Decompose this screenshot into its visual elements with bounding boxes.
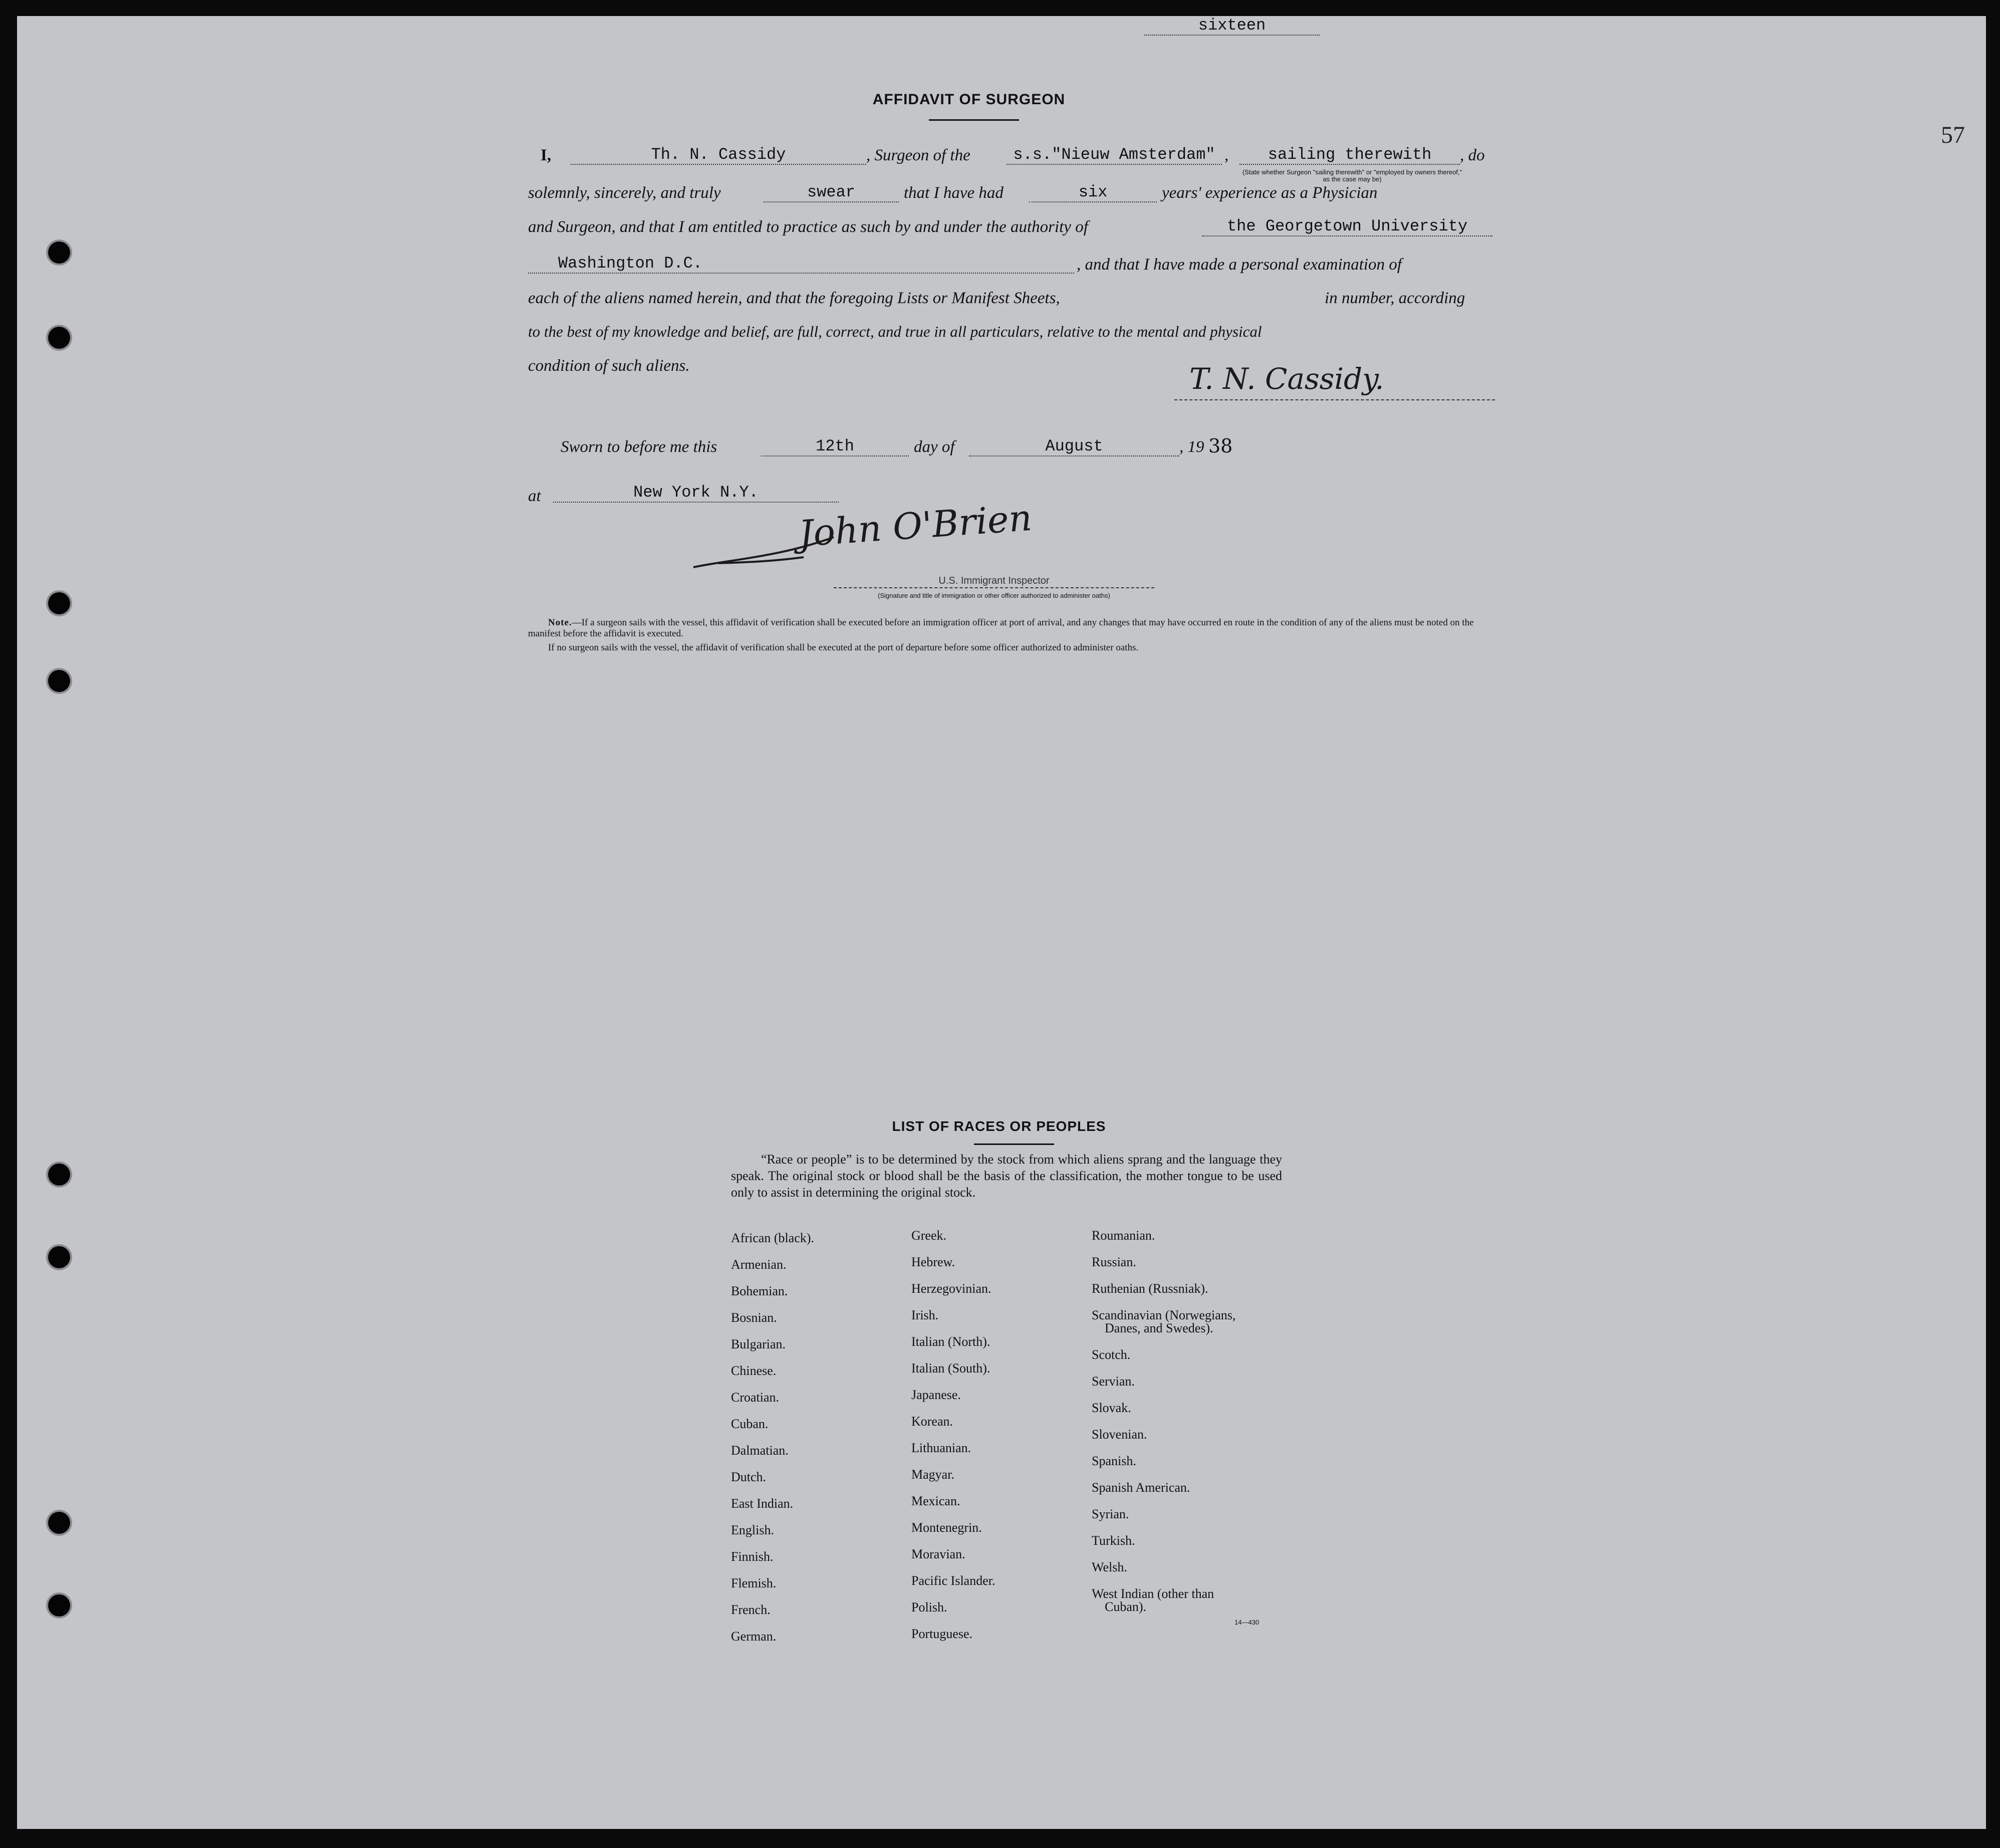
race-item: Magyar. — [911, 1467, 954, 1482]
surgeon-status-field: sailing therewith — [1239, 145, 1460, 165]
race-item: Cuban). — [1105, 1599, 1147, 1614]
race-item: Greek. — [911, 1228, 947, 1243]
race-item: Slovak. — [1092, 1401, 1131, 1415]
race-item: Russian. — [1092, 1255, 1136, 1269]
race-item: Pacific Islander. — [911, 1573, 995, 1588]
note-paragraph-2: If no surgeon sails with the vessel, the affidavit of verification shall be executed at the port of departure before some officer authorized to administer oaths. — [548, 642, 1139, 653]
text-years: years' experience as a Physician — [1162, 184, 1378, 202]
note-text-1: —If a surgeon sails with the vessel, this affidavit of verification shall be executed before an immigration officer at port of arrival, and any changes that may have occurred en route in the condition of any of the aliens must be noted on the manifest before the affidavit is executed. — [528, 617, 1474, 639]
ship-name-field: s.s."Nieuw Amsterdam" — [1007, 145, 1222, 165]
affidavit-title: AFFIDAVIT OF SURGEON — [872, 91, 1066, 108]
race-item: Mexican. — [911, 1494, 960, 1508]
race-item: East Indian. — [731, 1496, 794, 1511]
race-item: Slovenian. — [1092, 1427, 1147, 1442]
race-item: Chinese. — [731, 1363, 777, 1378]
binder-hole — [48, 1246, 70, 1268]
race-item: Croatian. — [731, 1390, 780, 1405]
race-item: French. — [731, 1602, 771, 1617]
race-item: Ruthenian (Russniak). — [1092, 1281, 1208, 1296]
oath-field: swear — [764, 183, 899, 202]
month-field: August — [969, 437, 1179, 456]
binder-hole — [48, 592, 70, 614]
manifest-sheet — [17, 16, 1986, 1829]
race-item: Bulgarian. — [731, 1337, 786, 1351]
race-item: Dalmatian. — [731, 1443, 789, 1458]
place-field: New York N.Y. — [553, 483, 839, 503]
race-item: Portuguese. — [911, 1627, 973, 1641]
race-item: Montenegrin. — [911, 1520, 982, 1535]
race-item: Armenian. — [731, 1257, 787, 1272]
note-paragraph — [528, 617, 1495, 639]
text-in-number: in number, according — [1325, 289, 1465, 307]
officer-signature: John O'Brien — [797, 496, 1034, 555]
text-year-prefix: , 19 — [1179, 438, 1204, 456]
race-item: Danes, and Swedes). — [1105, 1321, 1213, 1335]
officer-signature-line — [834, 587, 1154, 588]
surgeon-signature: T. N. Cassidy. — [1189, 362, 1384, 396]
race-item: Korean. — [911, 1414, 953, 1429]
text-personal-exam: , and that I have made a personal examination of — [1077, 256, 1402, 274]
officer-hint: (Signature and title of immigration or other officer authorized to administer oaths) — [878, 592, 1110, 599]
year-suffix: 38 — [1208, 435, 1233, 457]
authority-field-2: Washington D.C. — [528, 254, 1074, 274]
race-item: Welsh. — [1092, 1560, 1127, 1574]
race-item: Turkish. — [1092, 1533, 1135, 1548]
text-best-of: to the best of my knowledge and belief, are full, correct, and true in all particulars, relative to the mental and physical — [528, 323, 1262, 340]
status-hint: (State whether Surgeon "sailing therewith" or "employed by owners thereof," as the case may be) — [1242, 168, 1462, 183]
races-title: LIST OF RACES OR PEOPLES — [892, 1118, 1106, 1134]
race-item: Lithuanian. — [911, 1441, 971, 1455]
race-item: Bohemian. — [731, 1284, 788, 1298]
race-item: Dutch. — [731, 1470, 767, 1484]
race-item: Flemish. — [731, 1576, 777, 1590]
note-label: Note. — [548, 617, 572, 628]
text-each-alien: each of the aliens named herein, and that the foregoing Lists or Manifest Sheets, — [528, 289, 1060, 307]
race-item: Scotch. — [1092, 1347, 1131, 1362]
day-field: 12th — [761, 437, 909, 456]
surgeon-name-field: Th. N. Cassidy — [571, 145, 866, 165]
race-item: Roumanian. — [1092, 1228, 1155, 1243]
race-item: Scandinavian (Norwegians, — [1092, 1308, 1236, 1322]
race-item: Bosnian. — [731, 1310, 777, 1325]
text-comma: , — [1224, 146, 1229, 164]
binder-hole — [48, 1164, 70, 1186]
race-item: Italian (North). — [911, 1334, 990, 1349]
race-item: Servian. — [1092, 1374, 1135, 1389]
race-item: Polish. — [911, 1600, 947, 1614]
race-item: Spanish American. — [1092, 1480, 1190, 1495]
text-day-of: day of — [914, 438, 955, 456]
race-item: Spanish. — [1092, 1454, 1136, 1468]
surgeon-signature-line — [1174, 399, 1495, 400]
title-rule — [929, 119, 1019, 121]
binder-hole — [48, 327, 70, 349]
race-item: African (black). — [731, 1231, 815, 1245]
text-surgeon-of: , Surgeon of the — [866, 146, 970, 164]
races-title-rule — [974, 1143, 1054, 1145]
text-sworn: Sworn to before me this — [561, 438, 717, 456]
race-item: Finnish. — [731, 1549, 774, 1564]
officer-title: U.S. Immigrant Inspector — [938, 575, 1050, 586]
sheets-count-field: sixteen — [1144, 16, 1320, 36]
races-column-1 — [731, 1231, 814, 1656]
text-and-surgeon: and Surgeon, and that I am entitled to practice as such by and under the authority of — [528, 218, 1088, 236]
text-condition: condition of such aliens. — [528, 357, 690, 375]
races-intro: “Race or people” is to be determined by the stock from which aliens sprang and the language they speak. The original stock or blood shall be the basis of the classification, the mother tongue to be used only to assist in determining the original stock. — [731, 1152, 1282, 1200]
years-field: six — [1029, 183, 1157, 202]
race-item: Herzegovinian. — [911, 1281, 991, 1296]
race-item: German. — [731, 1629, 777, 1644]
race-item: Syrian. — [1092, 1507, 1129, 1521]
text-solemnly: solemnly, sincerely, and truly — [528, 184, 721, 202]
race-item: West Indian (other than — [1092, 1586, 1214, 1601]
race-item: Moravian. — [911, 1547, 965, 1561]
authority-field-1: the Georgetown University — [1202, 217, 1492, 237]
binder-hole — [48, 670, 70, 692]
race-item: Cuban. — [731, 1417, 769, 1431]
race-item: English. — [731, 1523, 774, 1537]
text-at: at — [528, 487, 541, 505]
text-do: , do — [1460, 146, 1485, 164]
race-item: Japanese. — [911, 1388, 961, 1402]
races-column-3 — [1092, 1229, 1235, 1627]
races-column-2 — [911, 1229, 995, 1654]
text-i: I, — [541, 146, 552, 164]
race-item: Italian (South). — [911, 1361, 990, 1375]
form-code: 14—430 — [1234, 1619, 1260, 1626]
text-that-i-have: that I have had — [904, 184, 1004, 202]
race-item: Irish. — [911, 1308, 939, 1322]
signature-flourish — [688, 532, 839, 572]
binder-hole — [48, 1512, 70, 1534]
binder-hole — [48, 242, 70, 264]
binder-hole — [48, 1594, 70, 1616]
race-item: Hebrew. — [911, 1255, 955, 1269]
page-number: 57 — [1941, 122, 1965, 148]
